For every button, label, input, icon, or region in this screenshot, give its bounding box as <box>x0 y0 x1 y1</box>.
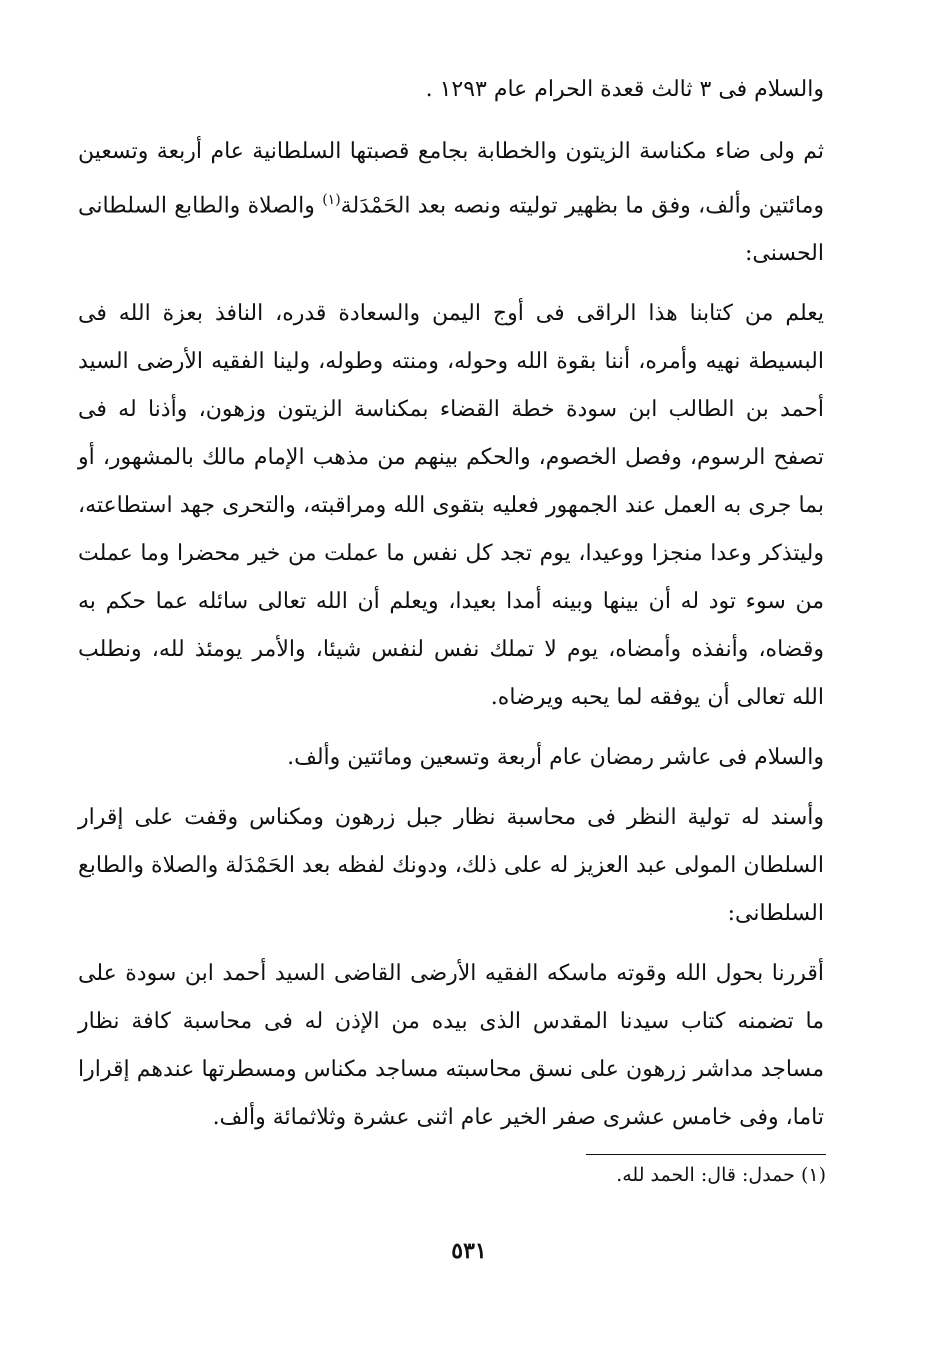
footnote: (١) حمدل: قال: الحمد لله. <box>616 1164 826 1186</box>
paragraph-2 <box>78 128 824 278</box>
paragraph-2-text: ثم ولى ضاء مكناسة الزيتون والخطابة بجامع قصبتها السلطانية عام أربعة وتسعين ومائتين وألف، وفق ما بظهير توليته ونصه بعد الحَمْدَلة <box>78 139 825 219</box>
paragraph-6: أقررنا بحول الله وقوته ماسكه الفقيه الأرضى القاضى السيد أحمد ابن سودة على ما تضمنه كتاب سيدنا المقدس الذى بيده من الإذن له فى محاسبة كافة نظار مساجد مداشر زرهون على نسق محاسبته مساجد مكناس ومسطرتها عندهم إقرارا تاما، وفى خامس عشرى صفر الخير عام اثنى عشرة وثلاثمائة وألف. <box>78 961 824 1131</box>
paragraph-2-tail: والصلاة والطابع السلطانى الحسنى: <box>78 193 824 267</box>
page-number: ٥٣١ <box>451 1238 487 1264</box>
footnote-divider <box>586 1154 826 1155</box>
footnote-marker: (١) <box>322 192 341 208</box>
paragraph-5: وأسند له تولية النظر فى محاسبة نظار جبل زرهون ومكناس وقفت على إقرار السلطان المولى عبد العزيز له على ذلك، ودونك لفظه بعد الحَمْدَلة والصلاة والطابع السلطانى: <box>78 805 824 927</box>
paragraph-4: والسلام فى عاشر رمضان عام أربعة وتسعين ومائتين وألف. <box>287 745 824 771</box>
paragraph-3: يعلم من كتابنا هذا الراقى فى أوج اليمن والسعادة قدره، النافذ بعزة الله فى البسيطة نهيه وأمره، أننا بقوة الله وحوله، ومنته وطوله، ولينا الفقيه الأرضى السيد أحمد بن الطالب ابن سودة خطة القضاء بمكناسة الزيتون وزهون، وأذنا له فى تصفح الرسوم، وفصل الخصوم، والحكم بينهم من مذهب الإمام مالك بالمشهور، أو بما جرى به العمل عند الجمهور فعليه بتقوى الله ومراقبته، والتحرى جهد استطاعته، وليتذكر وعدا منجزا ووعيدا، يوم تجد كل نفس ما عملت من خير محضرا وما عملت من سوء تود له أن بينها وبينه أمدا بعيدا، ويعلم أن الله تعالى سائله عما حكم به وقضاه، وأنفذه وأمضاه، يوم لا تملك نفس لنفس شيئا، والأمر يومئذ لله، ونطلب الله تعالى أن يوفقه لما يحبه ويرضاه. <box>78 301 824 711</box>
paragraph-1: والسلام فى ٣ ثالث قعدة الحرام عام ١٢٩٣ . <box>425 77 824 102</box>
document-body <box>78 66 824 1154</box>
